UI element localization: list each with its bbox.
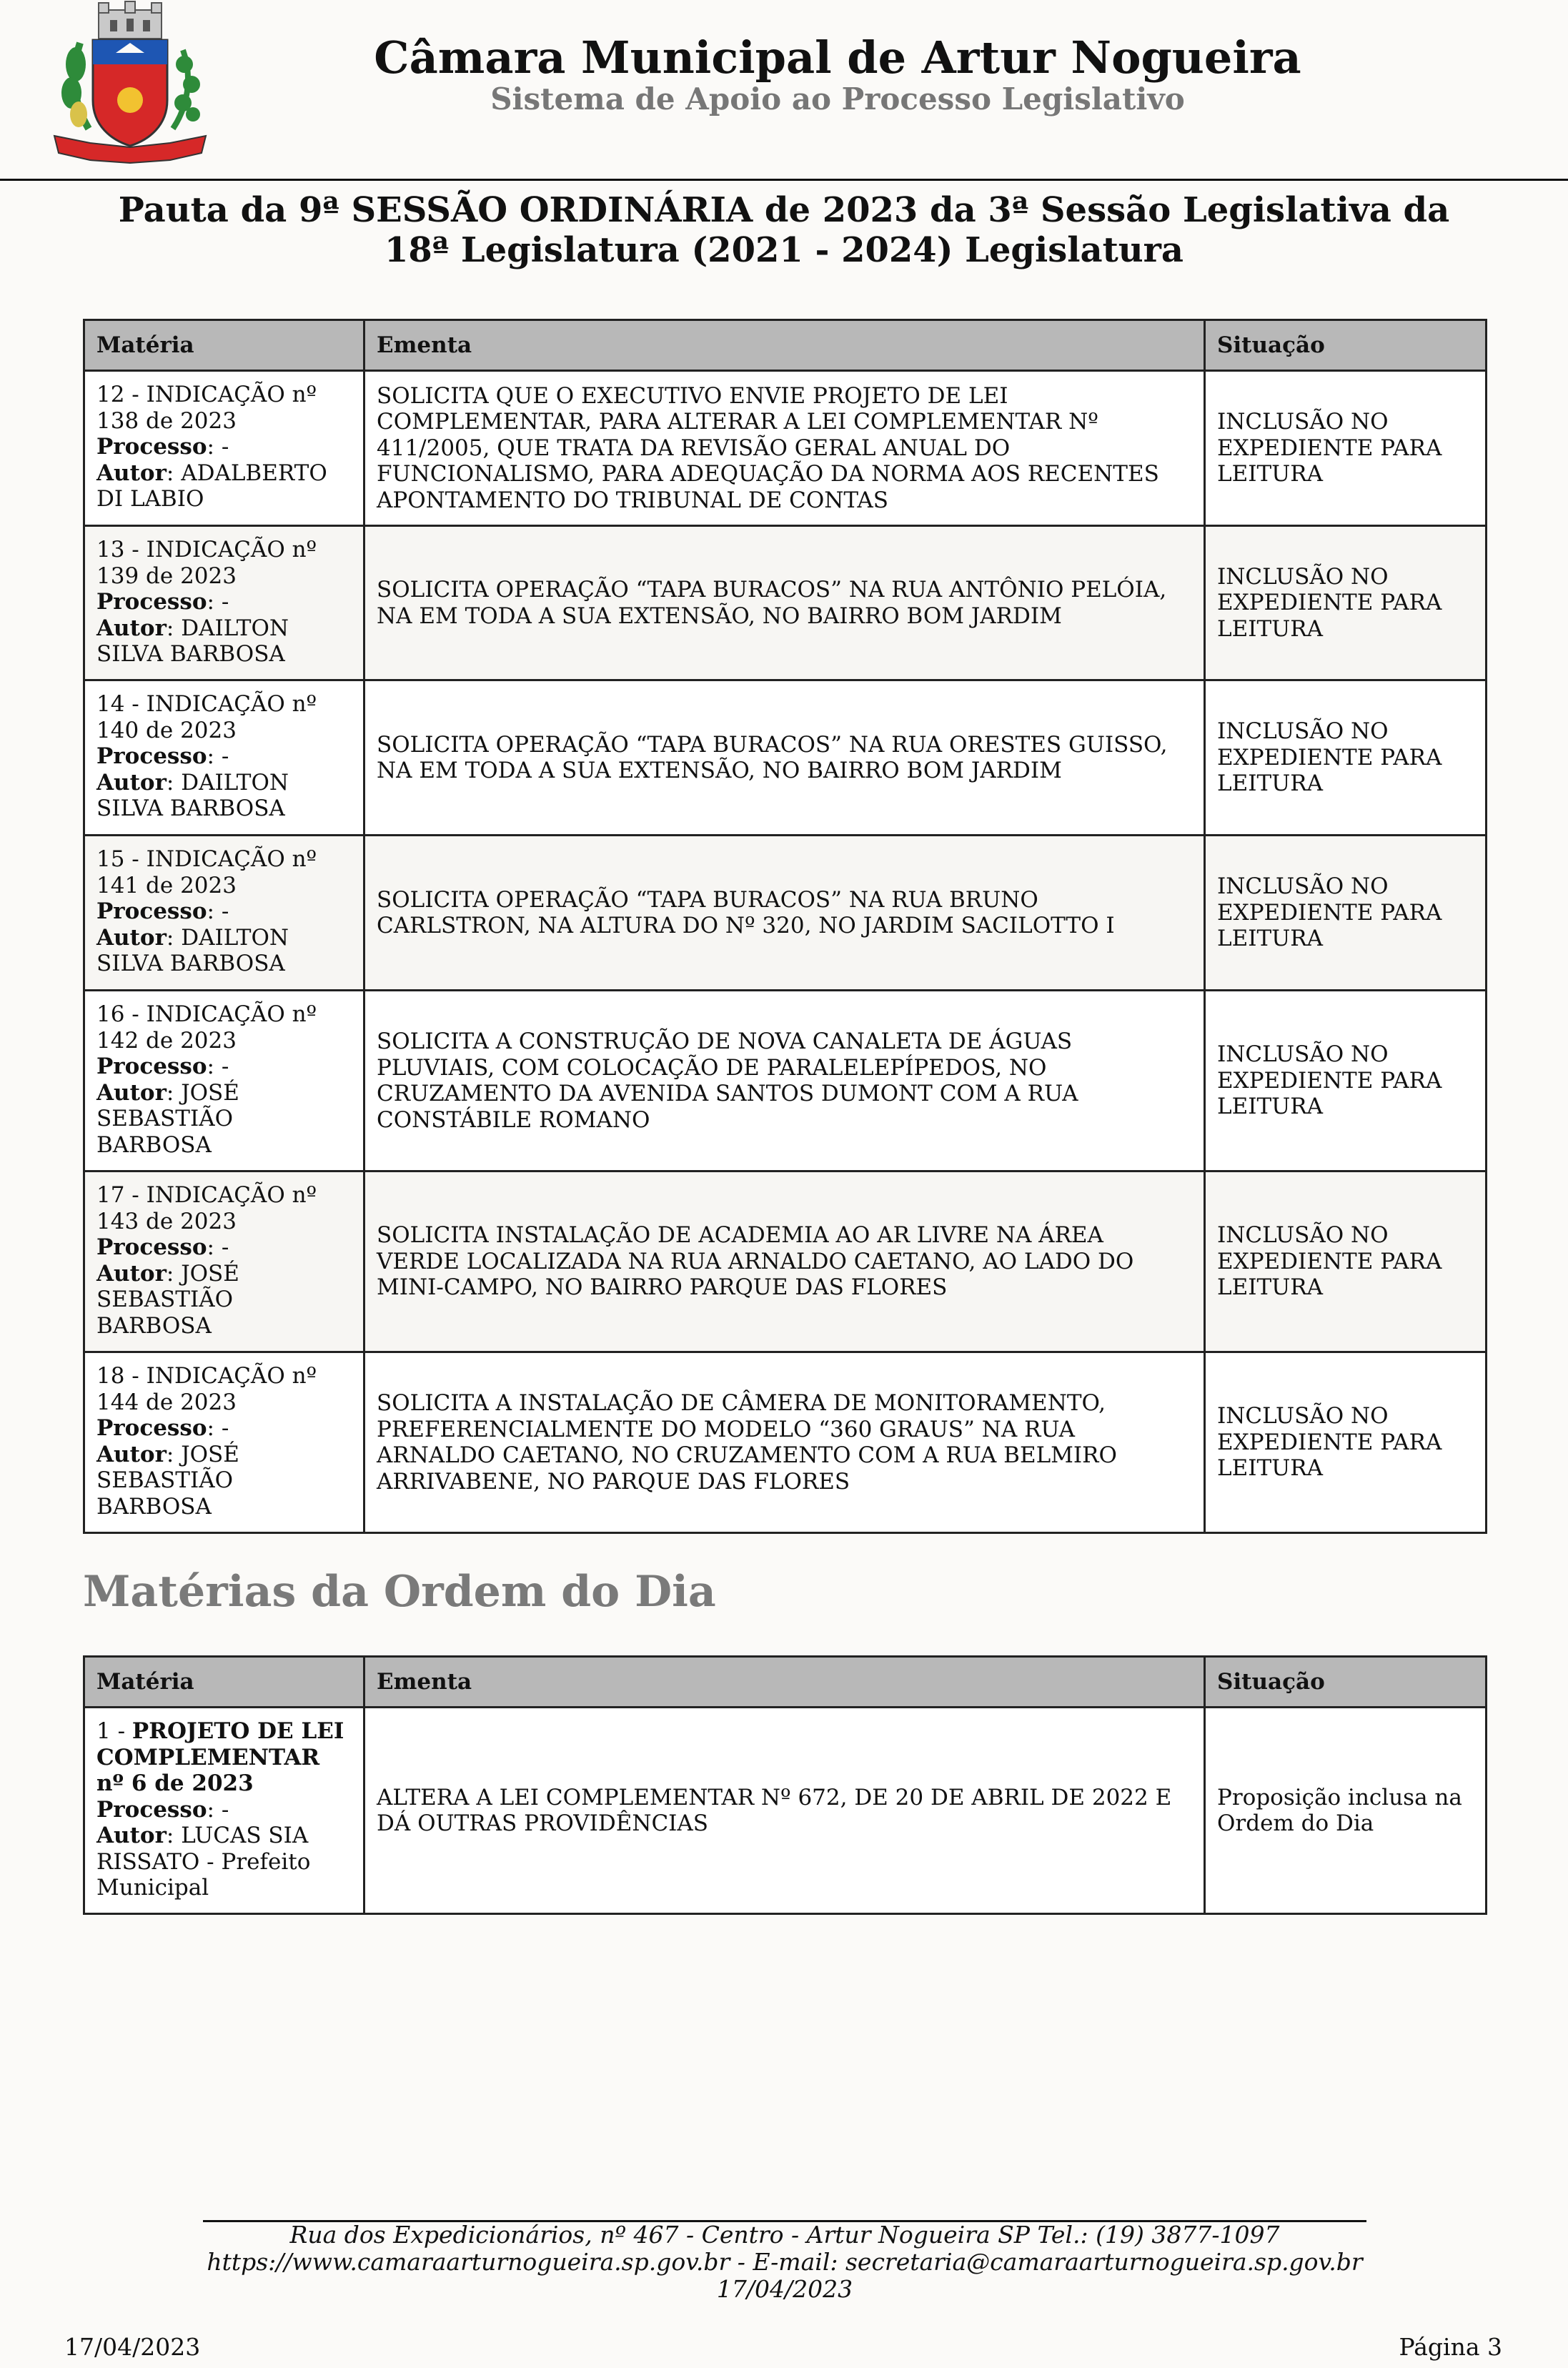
autor-value: : DAILTON SILVA BARBOSA — [96, 924, 289, 976]
ementa-cell: SOLICITA OPERAÇÃO “TAPA BURACOS” NA RUA ORESTES GUISSO, NA EM TODA A SUA EXTENSÃO, NO BAIRRO BOM JARDIM — [364, 680, 1205, 836]
materia-title: 18 - INDICAÇÃO nº 144 de 2023 — [96, 1363, 317, 1415]
materia-cell — [84, 680, 364, 836]
header-situacao: Situação — [1205, 1657, 1487, 1708]
materia-title: 12 - INDICAÇÃO nº 138 de 2023 — [96, 382, 317, 434]
processo-label: Processo — [96, 589, 207, 615]
header-materia: Matéria — [84, 320, 364, 371]
situacao-cell: INCLUSÃO NO EXPEDIENTE PARA LEITURA — [1205, 1352, 1487, 1533]
autor-label: Autor — [96, 615, 167, 641]
ementa-cell: SOLICITA OPERAÇÃO “TAPA BURACOS” NA RUA ANTÔNIO PELÓIA, NA EM TODA A SUA EXTENSÃO, NO BAIRRO BOM JARDIM — [364, 526, 1205, 680]
autor-value: : DAILTON SILVA BARBOSA — [96, 615, 289, 667]
materia-cell — [84, 1171, 364, 1352]
table-row — [84, 991, 1487, 1171]
ementa-cell: SOLICITA A CONSTRUÇÃO DE NOVA CANALETA DE ÁGUAS PLUVIAIS, COM COLOCAÇÃO DE PARALELEPÍPEDOS, NO CRUZAMENTO DA AVENIDA SANTOS DUMONT COM A RUA CONSTÁBILE ROMANO — [364, 991, 1205, 1171]
table-row — [84, 1708, 1487, 1914]
processo-label: Processo — [96, 434, 207, 460]
autor-value: : DAILTON SILVA BARBOSA — [96, 769, 289, 821]
processo-value: : - — [207, 434, 229, 460]
materia-title: PROJETO DE LEI COMPLEMENTAR nº 6 de 2023 — [96, 1718, 344, 1796]
processo-value: : - — [207, 1234, 229, 1260]
situacao-cell: INCLUSÃO NO EXPEDIENTE PARA LEITURA — [1205, 991, 1487, 1171]
autor-label: Autor — [96, 1079, 167, 1106]
system-name: Sistema de Apoio ao Processo Legislativo — [490, 81, 1185, 117]
autor-label: Autor — [96, 1441, 167, 1467]
header-situacao: Situação — [1205, 320, 1487, 371]
table-row — [84, 1352, 1487, 1533]
pauta-title: Pauta da 9ª SESSÃO ORDINÁRIA de 2023 da 3ª Sessão Legislativa da 18ª Legislatura (2021 - 2024) Legislatura — [118, 190, 1450, 270]
processo-value: : - — [207, 1415, 229, 1441]
materia-title: 16 - INDICAÇÃO nº 142 de 2023 — [96, 1001, 317, 1054]
processo-value: : - — [207, 898, 229, 924]
table-row — [84, 1171, 1487, 1352]
processo-label: Processo — [96, 1234, 207, 1260]
org-name: Câmara Municipal de Artur Nogueira — [374, 31, 1301, 84]
materia-cell — [84, 836, 364, 991]
ementa-cell: SOLICITA QUE O EXECUTIVO ENVIE PROJETO DE LEI COMPLEMENTAR, PARA ALTERAR A LEI COMPLEMENTAR Nº 411/2005, QUE TRATA DA REVISÃO GERAL ANUAL DO FUNCIONALISMO, PARA ADEQUAÇÃO DA NORMA AOS RECENTES APONTAMENTO DO TRIBUNAL DE CONTAS — [364, 371, 1205, 526]
header-materia: Matéria — [84, 1657, 364, 1708]
processo-label: Processo — [96, 1054, 207, 1079]
autor-value: : LUCAS SIA RISSATO - Prefeito Municipal — [96, 1823, 311, 1901]
materia-cell — [84, 1352, 364, 1533]
ementa-cell: ALTERA A LEI COMPLEMENTAR Nº 672, DE 20 DE ABRIL DE 2022 E DÁ OUTRAS PROVIDÊNCIAS — [364, 1708, 1205, 1914]
page-header — [0, 0, 1568, 180]
situacao-cell: INCLUSÃO NO EXPEDIENTE PARA LEITURA — [1205, 526, 1487, 680]
materia-title: 14 - INDICAÇÃO nº 140 de 2023 — [96, 691, 317, 743]
table-row — [84, 526, 1487, 680]
materia-number: 1 - — [96, 1718, 132, 1744]
table-row — [84, 836, 1487, 991]
processo-value: : - — [207, 1796, 229, 1823]
materia-title: 15 - INDICAÇÃO nº 141 de 2023 — [96, 846, 317, 898]
autor-label: Autor — [96, 924, 167, 951]
page-number: Página 3 — [1399, 2333, 1502, 2361]
ementa-cell: SOLICITA INSTALAÇÃO DE ACADEMIA AO AR LIVRE NA ÁREA VERDE LOCALIZADA NA RUA ARNALDO CAETANO, AO LADO DO MINI-CAMPO, NO BAIRRO PARQUE DAS FLORES — [364, 1171, 1205, 1352]
expediente-table — [83, 319, 1487, 1534]
header-ementa: Ementa — [364, 320, 1205, 371]
ementa-cell: SOLICITA OPERAÇÃO “TAPA BURACOS” NA RUA BRUNO CARLSTRON, NA ALTURA DO Nº 320, NO JARDIM SACILOTTO I — [364, 836, 1205, 991]
autor-value: : JOSÉ SEBASTIÃO BARBOSA — [96, 1079, 239, 1158]
autor-value: : JOSÉ SEBASTIÃO BARBOSA — [96, 1260, 239, 1339]
processo-label: Processo — [96, 1415, 207, 1441]
header-ementa: Ementa — [364, 1657, 1205, 1708]
autor-value: : JOSÉ SEBASTIÃO BARBOSA — [96, 1441, 239, 1520]
materia-cell — [84, 526, 364, 680]
situacao-cell: Proposição inclusa na Ordem do Dia — [1205, 1708, 1487, 1914]
materia-cell — [84, 1708, 364, 1914]
header-divider — [0, 179, 1568, 181]
table-row — [84, 371, 1487, 526]
materia-cell — [84, 991, 364, 1171]
footer-address: Rua dos Expedicionários, nº 467 - Centro - Artur Nogueira SP Tel.: (19) 3877-1097 https://www.camaraarturnogueira.sp.gov.br - E-mail: secretaria@camaraarturnogueira.sp.gov.br 17/04/2023 — [207, 2221, 1363, 2303]
materia-title: 17 - INDICAÇÃO nº 143 de 2023 — [96, 1182, 317, 1234]
materia-cell — [84, 371, 364, 526]
autor-label: Autor — [96, 769, 167, 796]
processo-value: : - — [207, 743, 229, 769]
autor-label: Autor — [96, 1823, 167, 1848]
processo-label: Processo — [96, 898, 207, 924]
processo-value: : - — [207, 1054, 229, 1079]
ementa-cell: SOLICITA A INSTALAÇÃO DE CÂMERA DE MONITORAMENTO, PREFERENCIALMENTE DO MODELO “360 GRAUS” NA RUA ARNALDO CAETANO, NO CRUZAMENTO COM A RUA BELMIRO ARRIVABENE, NO PARQUE DAS FLORES — [364, 1352, 1205, 1533]
processo-label: Processo — [96, 1796, 207, 1823]
processo-label: Processo — [96, 743, 207, 769]
situacao-cell: INCLUSÃO NO EXPEDIENTE PARA LEITURA — [1205, 680, 1487, 836]
materia-title: 13 - INDICAÇÃO nº 139 de 2023 — [96, 537, 317, 589]
autor-value: : ADALBERTO DI LABIO — [96, 460, 327, 512]
situacao-cell: INCLUSÃO NO EXPEDIENTE PARA LEITURA — [1205, 371, 1487, 526]
table-header-row — [84, 1657, 1487, 1708]
situacao-cell: INCLUSÃO NO EXPEDIENTE PARA LEITURA — [1205, 1171, 1487, 1352]
autor-label: Autor — [96, 1260, 167, 1287]
footer-date: 17/04/2023 — [64, 2333, 201, 2361]
situacao-cell: INCLUSÃO NO EXPEDIENTE PARA LEITURA — [1205, 836, 1487, 991]
processo-value: : - — [207, 589, 229, 615]
table-header-row — [84, 320, 1487, 371]
ordem-do-dia-table — [83, 1655, 1487, 1915]
table-row — [84, 680, 1487, 836]
autor-label: Autor — [96, 460, 167, 486]
ordem-do-dia-heading: Matérias da Ordem do Dia — [83, 1567, 716, 1617]
